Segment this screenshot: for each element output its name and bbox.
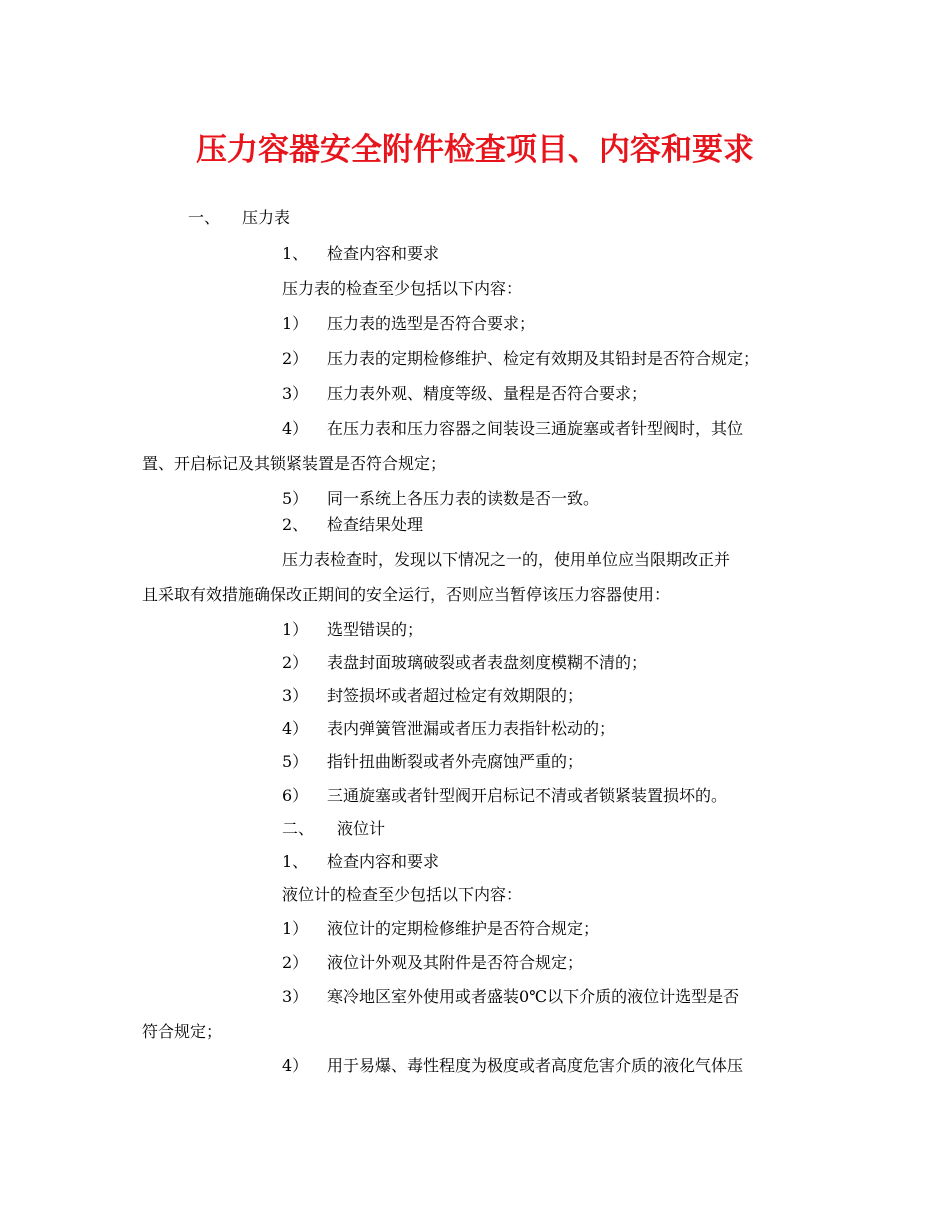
- paragraph-continuation: [142, 584, 670, 606]
- subsection-number: 1、: [282, 852, 309, 871]
- list-item-text: 压力表外观、精度等级、量程是否符合要求；: [327, 384, 648, 403]
- subsection-title: 检查内容和要求: [327, 852, 440, 871]
- list-item: [282, 751, 583, 773]
- list-item-text: 在压力表和压力容器之间装设三通旋塞或者针型阀时，其位: [327, 419, 744, 438]
- list-item-number: 3）: [282, 686, 309, 705]
- list-item: [282, 348, 759, 370]
- list-item-text: 表盘封面玻璃破裂或者表盘刻度模糊不清的；: [327, 653, 648, 672]
- list-item: [282, 383, 647, 405]
- subsection-title: 检查结果处理: [327, 515, 424, 534]
- paragraph-line: [282, 549, 730, 571]
- subsection-number: 2、: [282, 515, 309, 534]
- section-number: 二、: [282, 819, 315, 838]
- list-item-text: 三通旋塞或者针型阀开启标记不清或者锁紧装置损坏的。: [327, 786, 728, 805]
- list-item: [282, 418, 743, 440]
- list-item-text: 表内弹簧管泄漏或者压力表指针松动的；: [327, 719, 616, 738]
- section-heading: [282, 818, 385, 840]
- document-title: 压力容器安全附件检查项目、内容和要求: [196, 132, 754, 168]
- section-title: 液位计: [337, 819, 386, 838]
- section-heading: [188, 207, 290, 229]
- subsection-number: 1、: [282, 244, 309, 263]
- list-item-text: 压力表的选型是否符合要求；: [327, 314, 536, 333]
- section-number: 一、: [188, 208, 221, 227]
- list-item-number: 2）: [282, 653, 309, 672]
- list-item-number: 3）: [282, 384, 309, 403]
- list-item-text: 用于易爆、毒性程度为极度或者高度危害介质的液化气体压: [327, 1056, 744, 1075]
- paragraph-continuation: [142, 1021, 222, 1043]
- list-item-number: 2）: [282, 953, 309, 972]
- list-item: [282, 1055, 743, 1077]
- list-item: [282, 718, 615, 740]
- list-item-text: 封签损坏或者超过检定有效期限的；: [327, 686, 584, 705]
- list-item: [282, 785, 727, 807]
- list-item-number: 2）: [282, 349, 309, 368]
- paragraph-text: 压力表检查时，发现以下情况之一的，使用单位应当限期改正并: [282, 550, 731, 569]
- list-item-text: 寒冷地区室外使用或者盛装0℃以下介质的液位计选型是否: [327, 987, 740, 1006]
- list-item-text: 液位计的定期检修维护是否符合规定；: [327, 919, 600, 938]
- list-item: [282, 918, 599, 940]
- section-title: 压力表: [242, 208, 291, 227]
- list-item-number: 5）: [282, 489, 309, 508]
- paragraph-text: 压力表的检查至少包括以下内容：: [282, 279, 523, 298]
- list-item-number: 4）: [282, 419, 309, 438]
- list-item-text: 液位计外观及其附件是否符合规定；: [327, 953, 584, 972]
- list-item-text: 同一系统上各压力表的读数是否一致。: [327, 489, 600, 508]
- list-item-text: 指针扭曲断裂或者外壳腐蚀严重的；: [327, 752, 584, 771]
- list-item-number: 4）: [282, 1056, 309, 1075]
- list-item: [282, 488, 599, 510]
- list-item-text: 选型错误的；: [327, 620, 424, 639]
- subsection-title: 检查内容和要求: [327, 244, 440, 263]
- list-item-number: 1）: [282, 919, 309, 938]
- list-item: [282, 952, 583, 974]
- paragraph-text: 符合规定；: [142, 1022, 223, 1041]
- list-item-number: 1）: [282, 314, 309, 333]
- list-item: [282, 619, 423, 641]
- list-item-number: 5）: [282, 752, 309, 771]
- paragraph-continuation: [142, 453, 446, 475]
- list-item: [282, 986, 739, 1008]
- list-item-number: 1）: [282, 620, 309, 639]
- list-item-text: 压力表的定期检修维护、检定有效期及其铅封是否符合规定；: [327, 349, 760, 368]
- list-item: [282, 685, 583, 707]
- subsection-heading: [282, 243, 439, 265]
- paragraph-line: [282, 884, 522, 906]
- list-item: [282, 652, 647, 674]
- paragraph-text: 置、开启标记及其锁紧装置是否符合规定；: [142, 454, 447, 473]
- list-item-number: 6）: [282, 786, 309, 805]
- paragraph-text: 液位计的检查至少包括以下内容：: [282, 885, 523, 904]
- list-item: [282, 313, 535, 335]
- paragraph-text: 且采取有效措施确保改正期间的安全运行，否则应当暂停该压力容器使用：: [142, 585, 671, 604]
- subsection-heading: [282, 851, 439, 873]
- paragraph-line: [282, 278, 522, 300]
- list-item-number: 3）: [282, 987, 309, 1006]
- list-item-number: 4）: [282, 719, 309, 738]
- subsection-heading: [282, 514, 423, 536]
